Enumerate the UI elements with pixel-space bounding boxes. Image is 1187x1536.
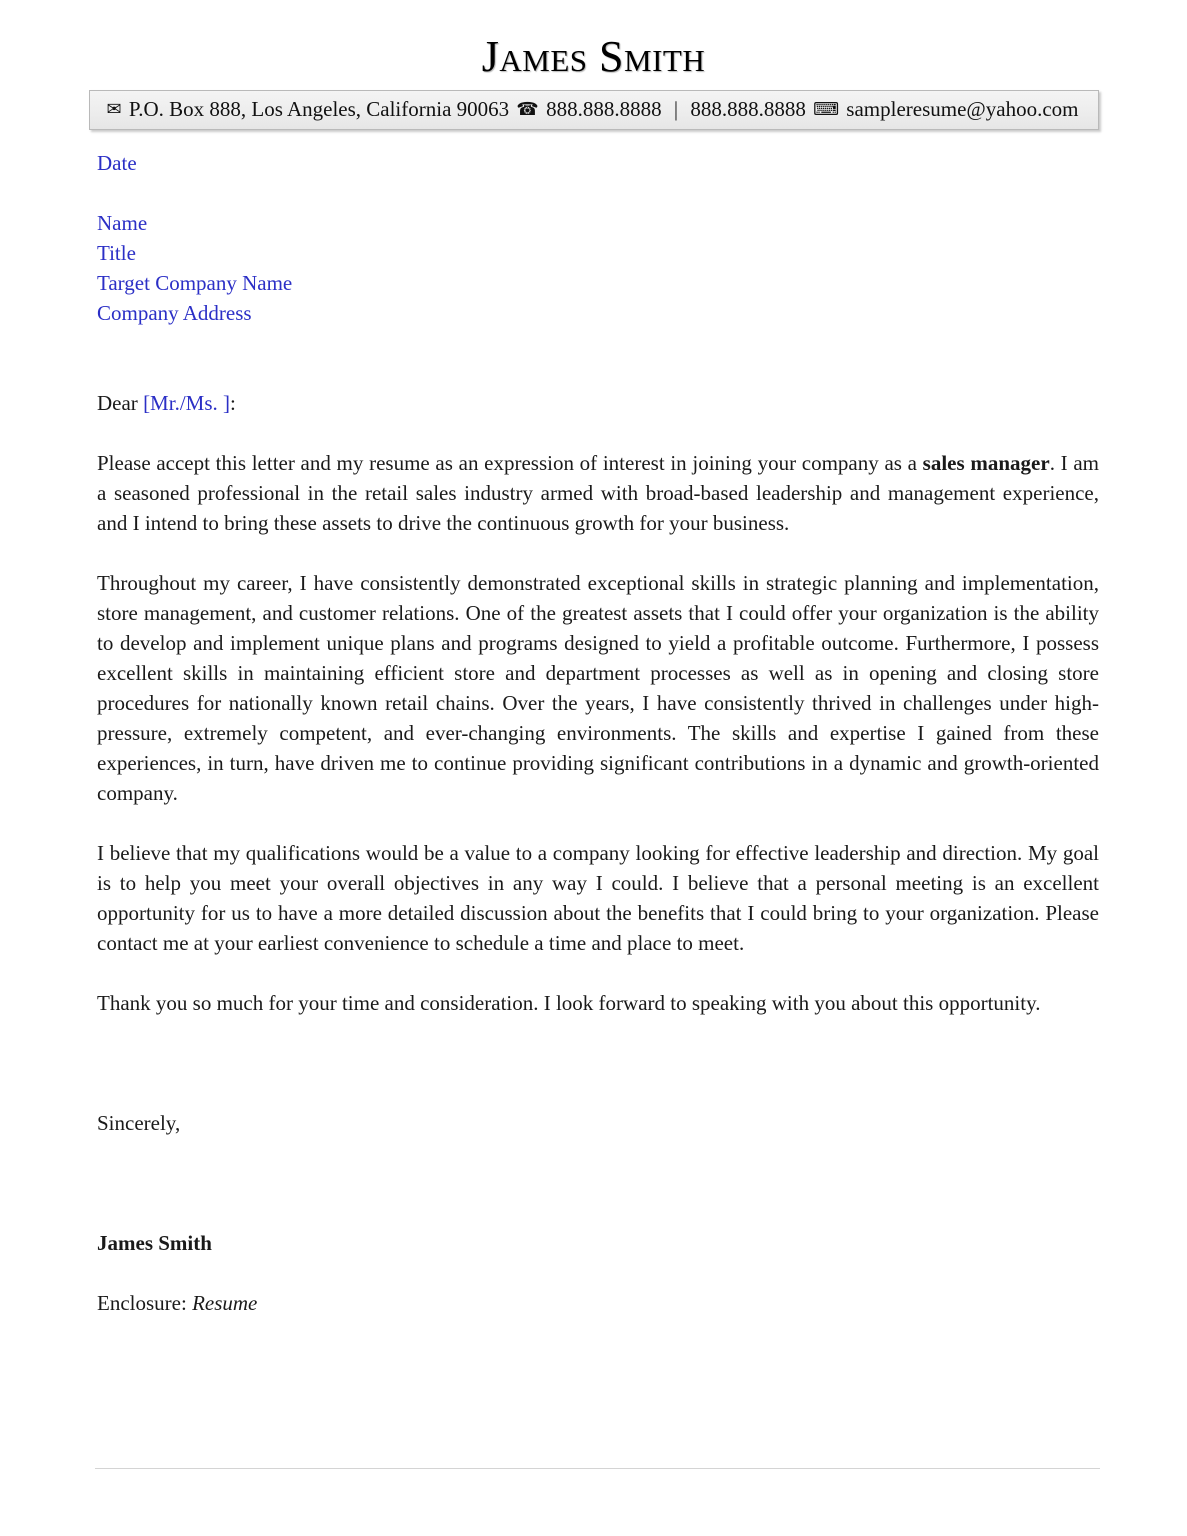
enclosure-value: Resume <box>192 1291 258 1315</box>
phone-secondary: 888.888.8888 <box>690 97 806 122</box>
contact-separator: | <box>673 97 679 122</box>
footer-divider <box>95 1468 1100 1469</box>
paragraph-thanks: Thank you so much for your time and consideration. I look forward to speaking with you about this opportunity. <box>97 991 1041 1015</box>
mailbox-icon: ✉ <box>106 99 122 121</box>
recipient-address-block <box>97 208 1099 328</box>
recipient-name-field[interactable]: Name <box>97 211 148 235</box>
company-address-field[interactable]: Company Address <box>97 301 252 325</box>
date-field[interactable]: Date <box>97 151 137 175</box>
enclosure-line <box>97 1288 1099 1318</box>
paragraph-intro-part1: Please accept this letter and my resume as an expression of interest in joining your company as a <box>97 451 923 475</box>
computer-icon: ⌨ <box>813 99 840 121</box>
letterhead <box>0 0 1187 130</box>
contact-info-bar <box>89 90 1099 130</box>
paragraph-intro <box>97 448 1099 538</box>
recipient-title-field[interactable]: Title <box>97 241 136 265</box>
signature-name: James Smith <box>97 1231 212 1255</box>
paragraph-qualifications: I believe that my qualifications would be a value to a company looking for effective leadership and direction. My goal is to help you meet your overall objectives in any way I could. I believe that a personal meeting is an excellent opportunity for us to have a more detailed discussion about the benefits that I could bring to your organization. Please contact me at your earliest convenience to schedule a time and place to meet. <box>97 841 1099 955</box>
salutation-line <box>97 388 1099 418</box>
address-text: P.O. Box 888, Los Angeles, California 90063 <box>128 97 510 122</box>
telephone-icon: ☎ <box>516 99 539 121</box>
sign-off: Sincerely, <box>97 1111 181 1135</box>
target-role-emphasis: sales manager <box>922 451 1050 475</box>
enclosure-label: Enclosure: <box>97 1291 193 1315</box>
letter-body <box>97 148 1099 1318</box>
phone-primary: 888.888.8888 <box>546 97 662 122</box>
paragraph-experience: Throughout my career, I have consistently demonstrated exceptional skills in strategic planning and implementation, store management, and customer relations. One of the greatest assets that I could offer your organization is the ability to develop and implement unique plans and programs designed to yield a profitable outcome. Furthermore, I possess excellent skills in maintaining efficient store and department processes as well as in opening and closing store procedures for nationally known retail chains. Over the years, I have consistently thrived in challenges under high-pressure, extremely competent, and ever-changing environments. The skills and expertise I gained from these experiences, in turn, have driven me to continue providing significant contributions in a dynamic and growth-oriented company. <box>97 571 1099 805</box>
salutation-placeholder[interactable]: [Mr./Ms. ] <box>143 391 230 415</box>
salutation-punctuation: : <box>230 391 236 415</box>
email-address: sampleresume@yahoo.com <box>846 97 1079 122</box>
paragraph-intro-part2: . I am a seasoned professional in the retail sales industry armed with broad-based leadership and management experience, and I intend to bring these assets to drive the continuous growth for your business. <box>97 451 1099 535</box>
salutation-greeting: Dear <box>97 391 144 415</box>
company-name-field[interactable]: Target Company Name <box>97 271 293 295</box>
page-title: James Smith <box>481 32 706 81</box>
